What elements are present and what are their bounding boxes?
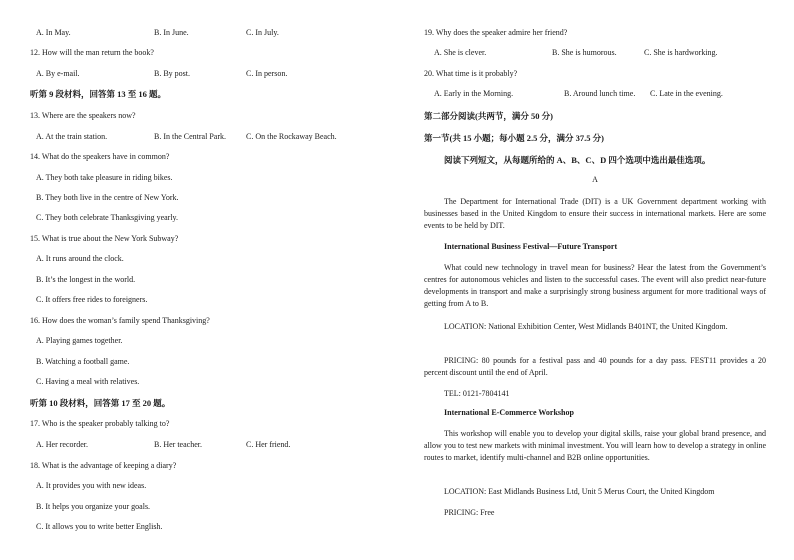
q13-option-b: B. In the Central Park. <box>154 132 226 141</box>
q13-option-c: C. On the Rockaway Beach. <box>246 132 337 141</box>
q12-option-b: B. By post. <box>154 69 191 78</box>
question-15: 15. What is true about the New York Subway? <box>30 234 179 243</box>
q14-option-a: A. They both take pleasure in riding bikes. <box>36 173 173 182</box>
event-2-description: This workshop will enable you to develop your digital skills, raise your global brand presence, and allow you to test new markets with minimal investment. You will learn how to develop a strategy in online routes to market, identify multi-channel and B2B online opportunities. <box>424 429 766 462</box>
q13-option-a: A. At the train station. <box>36 132 108 141</box>
question-20: 20. What time is it probably? <box>424 69 518 78</box>
passage-letter: A <box>592 175 598 184</box>
section-9-heading: 听第 9 段材料，回答第 13 至 16 题。 <box>30 89 167 99</box>
q16-option-c: C. Having a meal with relatives. <box>36 377 140 386</box>
event-1-pricing: PRICING: 80 pounds for a festival pass and 40 pounds for a day pass. FEST11 provides a 20 percent discount until the end of April. <box>424 356 766 377</box>
event-1-location: LOCATION: National Exhibition Center, West Midlands B401NT, the United Kingdom. <box>444 322 728 331</box>
q14-option-c: C. They both celebrate Thanksgiving yearly. <box>36 213 179 222</box>
event-2-title: International E-Commerce Workshop <box>444 408 574 417</box>
q20-option-c: C. Late in the evening. <box>650 89 723 98</box>
q18-option-a: A. It provides you with new ideas. <box>36 481 147 490</box>
reading-instruction: 阅读下列短文，从每题所给的 A、B、C、D 四个选项中选出最佳选项。 <box>444 155 711 165</box>
part-2-heading: 第二部分阅读(共两节，满分 50 分) <box>424 111 553 121</box>
q17-option-a: A. Her recorder. <box>36 440 88 449</box>
event-2-pricing: PRICING: Free <box>444 508 495 517</box>
q17-option-b: B. Her teacher. <box>154 440 202 449</box>
q19-option-c: C. She is hardworking. <box>644 48 718 57</box>
question-12: 12. How will the man return the book? <box>30 48 154 57</box>
q19-option-b: B. She is humorous. <box>552 48 617 57</box>
q16-option-a: A. Playing games together. <box>36 336 123 345</box>
question-14: 14. What do the speakers have in common? <box>30 152 170 161</box>
event-1-title: International Business Festival—Future Transport <box>444 242 618 251</box>
q18-option-b: B. It helps you organize your goals. <box>36 502 151 511</box>
q16-option-b: B. Watching a football game. <box>36 357 130 366</box>
q20-option-a: A. Early in the Morning. <box>434 89 514 98</box>
q15-option-c: C. It offers free rides to foreigners. <box>36 295 148 304</box>
q18-option-c: C. It allows you to write better English. <box>36 522 163 531</box>
q15-option-a: A. It runs around the clock. <box>36 254 124 263</box>
question-13: 13. Where are the speakers now? <box>30 111 136 120</box>
event-2-location: LOCATION: East Midlands Business Ltd, Unit 5 Merus Court, the United Kingdom <box>444 487 715 496</box>
question-16: 16. How does the woman’s family spend Thanksgiving? <box>30 316 210 325</box>
q17-option-c: C. Her friend. <box>246 440 291 449</box>
question-19: 19. Why does the speaker admire her friend? <box>424 28 568 37</box>
q19-option-a: A. She is clever. <box>434 48 487 57</box>
q20-option-b: B. Around lunch time. <box>564 89 636 98</box>
event-1-telephone: TEL: 0121-7804141 <box>444 389 510 398</box>
event-1-description: What could new technology in travel mean for business? Hear the latest from the Government’s centres for autonomous vehicles and listen to the successful cases. The event will also predict near-future developments in transport and make a surprisingly strong business argument for more traditional ways of getting from A to B. <box>424 263 766 308</box>
q12-option-a: A. By e-mail. <box>36 69 80 78</box>
q15-option-b: B. It’s the longest in the world. <box>36 275 136 284</box>
section-1-heading: 第一节(共 15 小题；每小题 2.5 分，满分 37.5 分) <box>424 133 604 143</box>
q12-option-c: C. In person. <box>246 69 288 78</box>
question-17: 17. Who is the speaker probably talking to? <box>30 419 170 428</box>
passage-intro: The Department for International Trade (DIT) is a UK Government department working with businesses based in the United Kingdom to ensure their success in international markets. Here are some events to be held by DIT. <box>424 197 766 230</box>
section-10-heading: 听第 10 段材料，回答第 17 至 20 题。 <box>30 398 171 408</box>
q11-option-b: B. In June. <box>154 28 189 37</box>
q11-option-a: A. In May. <box>36 28 71 37</box>
question-18: 18. What is the advantage of keeping a diary? <box>30 461 177 470</box>
q11-option-c: C. In July. <box>246 28 279 37</box>
q14-option-b: B. They both live in the centre of New York. <box>36 193 179 202</box>
